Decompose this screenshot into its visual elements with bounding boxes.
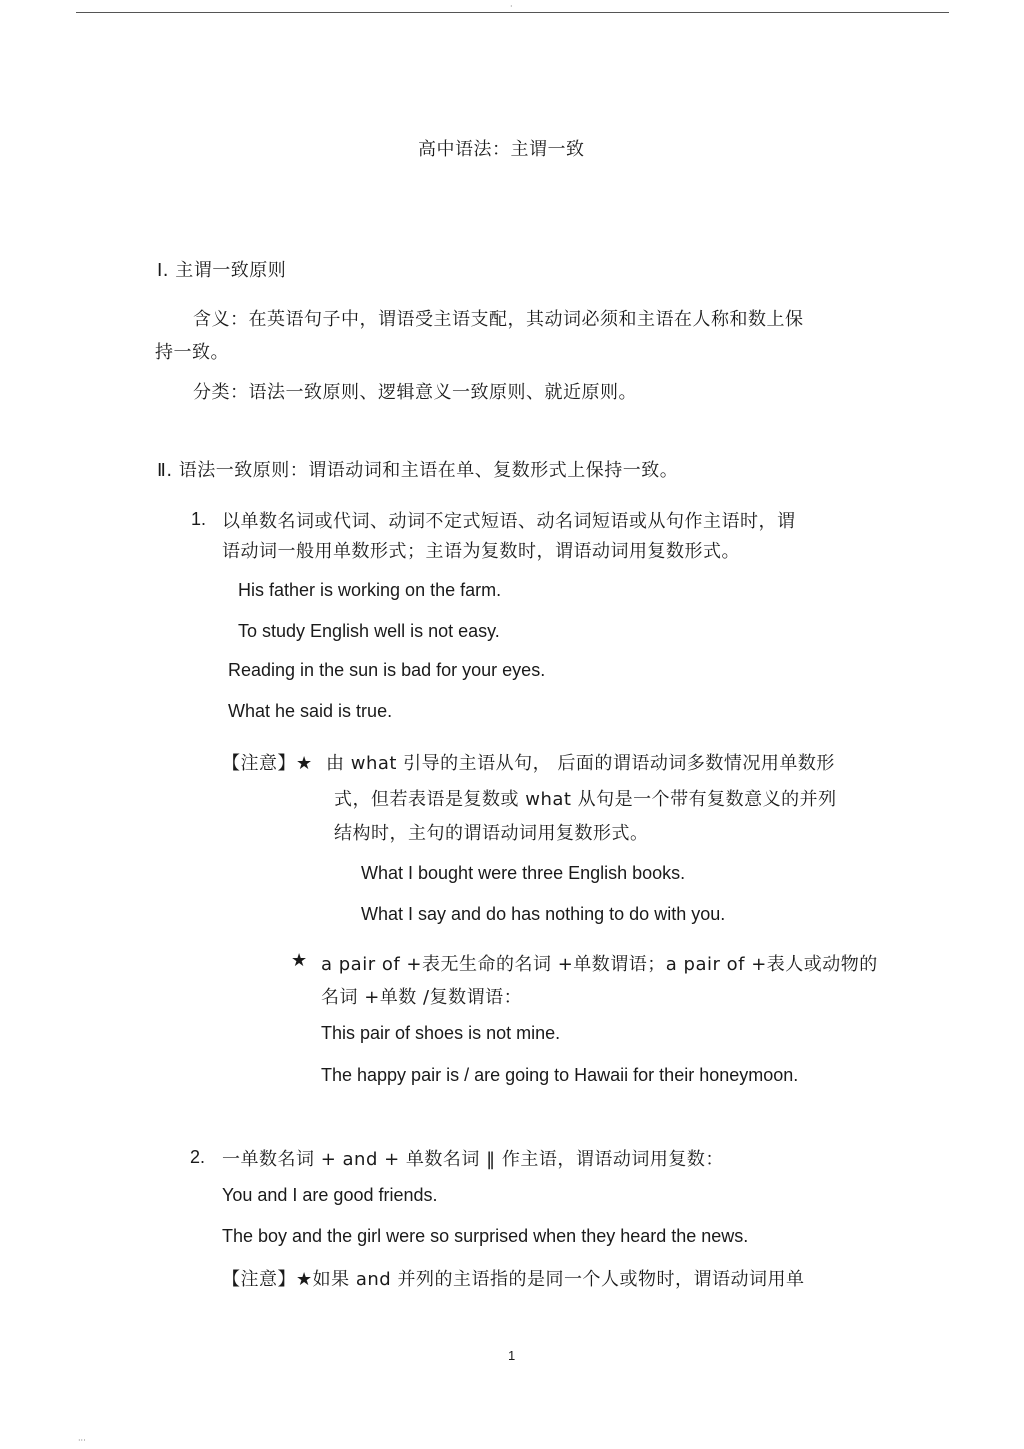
section2-heading: Ⅱ. 语法一致原则：谓语动词和主语在单、复数形式上保持一致。: [157, 460, 679, 481]
example-sentence: Reading in the sun is bad for your eyes.: [228, 660, 546, 680]
meaning-line2: 持一致。: [155, 342, 229, 363]
note-line3: 结构时，主句的谓语动词用复数形式。: [334, 823, 649, 844]
note-example: What I say and do has nothing to do with you.: [361, 904, 726, 924]
star-icon: ★: [291, 950, 308, 971]
header-dot: ·: [510, 2, 513, 11]
item2-line1: 一单数名词 + and + 单数名词 ‖ 作主语，谓语动词用复数：: [222, 1149, 724, 1170]
example-sentence: What he said is true.: [228, 701, 393, 721]
pair-example: The happy pair is / are going to Hawaii for their honeymoon.: [321, 1065, 799, 1085]
item1-number: 1.: [191, 509, 207, 529]
item1-line2: 语动词一般用单数形式；主语为复数时，谓语动词用复数形式。: [222, 541, 740, 562]
item1-line1: 以单数名词或代词、动词不定式短语、动名词短语或从句作主语时，谓: [222, 511, 796, 532]
note-line2: 式，但若表语是复数或 what 从句是一个带有复数意义的并列: [334, 789, 837, 810]
item2-number: 2.: [190, 1147, 206, 1167]
note-line1: 由 what 引导的主语从句， 后面的谓语动词多数情况用单数形: [326, 753, 835, 774]
item2-example: The boy and the girl were so surprised when they heard the news.: [222, 1226, 749, 1246]
footer-dots: ···: [78, 1436, 86, 1445]
page-number: 1: [508, 1348, 516, 1363]
item2-example: You and I are good friends.: [222, 1185, 438, 1205]
note-example: What I bought were three English books.: [361, 863, 686, 883]
item2-note: 【注意】★如果 and 并列的主语指的是同一个人或物时，谓语动词用单: [222, 1269, 805, 1290]
page-title: 高中语法：主谓一致: [418, 139, 585, 160]
pair-rule-line2: 名词 +单数 /复数谓语：: [321, 987, 523, 1008]
pair-rule-line1: a pair of +表无生命的名词 +单数谓语；a pair of +表人或动物的: [321, 954, 878, 975]
note-label: 【注意】★: [222, 753, 313, 774]
section1-heading: Ⅰ. 主谓一致原则: [157, 260, 287, 281]
example-sentence: His father is working on the farm.: [238, 580, 502, 600]
pair-example: This pair of shoes is not mine.: [321, 1023, 561, 1043]
meaning-line1: 含义：在英语句子中，谓语受主语支配，其动词必须和主语在人称和数上保: [193, 309, 804, 330]
example-sentence: To study English well is not easy.: [238, 621, 500, 641]
header-rule: [76, 12, 949, 13]
classification: 分类：语法一致原则、逻辑意义一致原则、就近原则。: [193, 382, 637, 403]
